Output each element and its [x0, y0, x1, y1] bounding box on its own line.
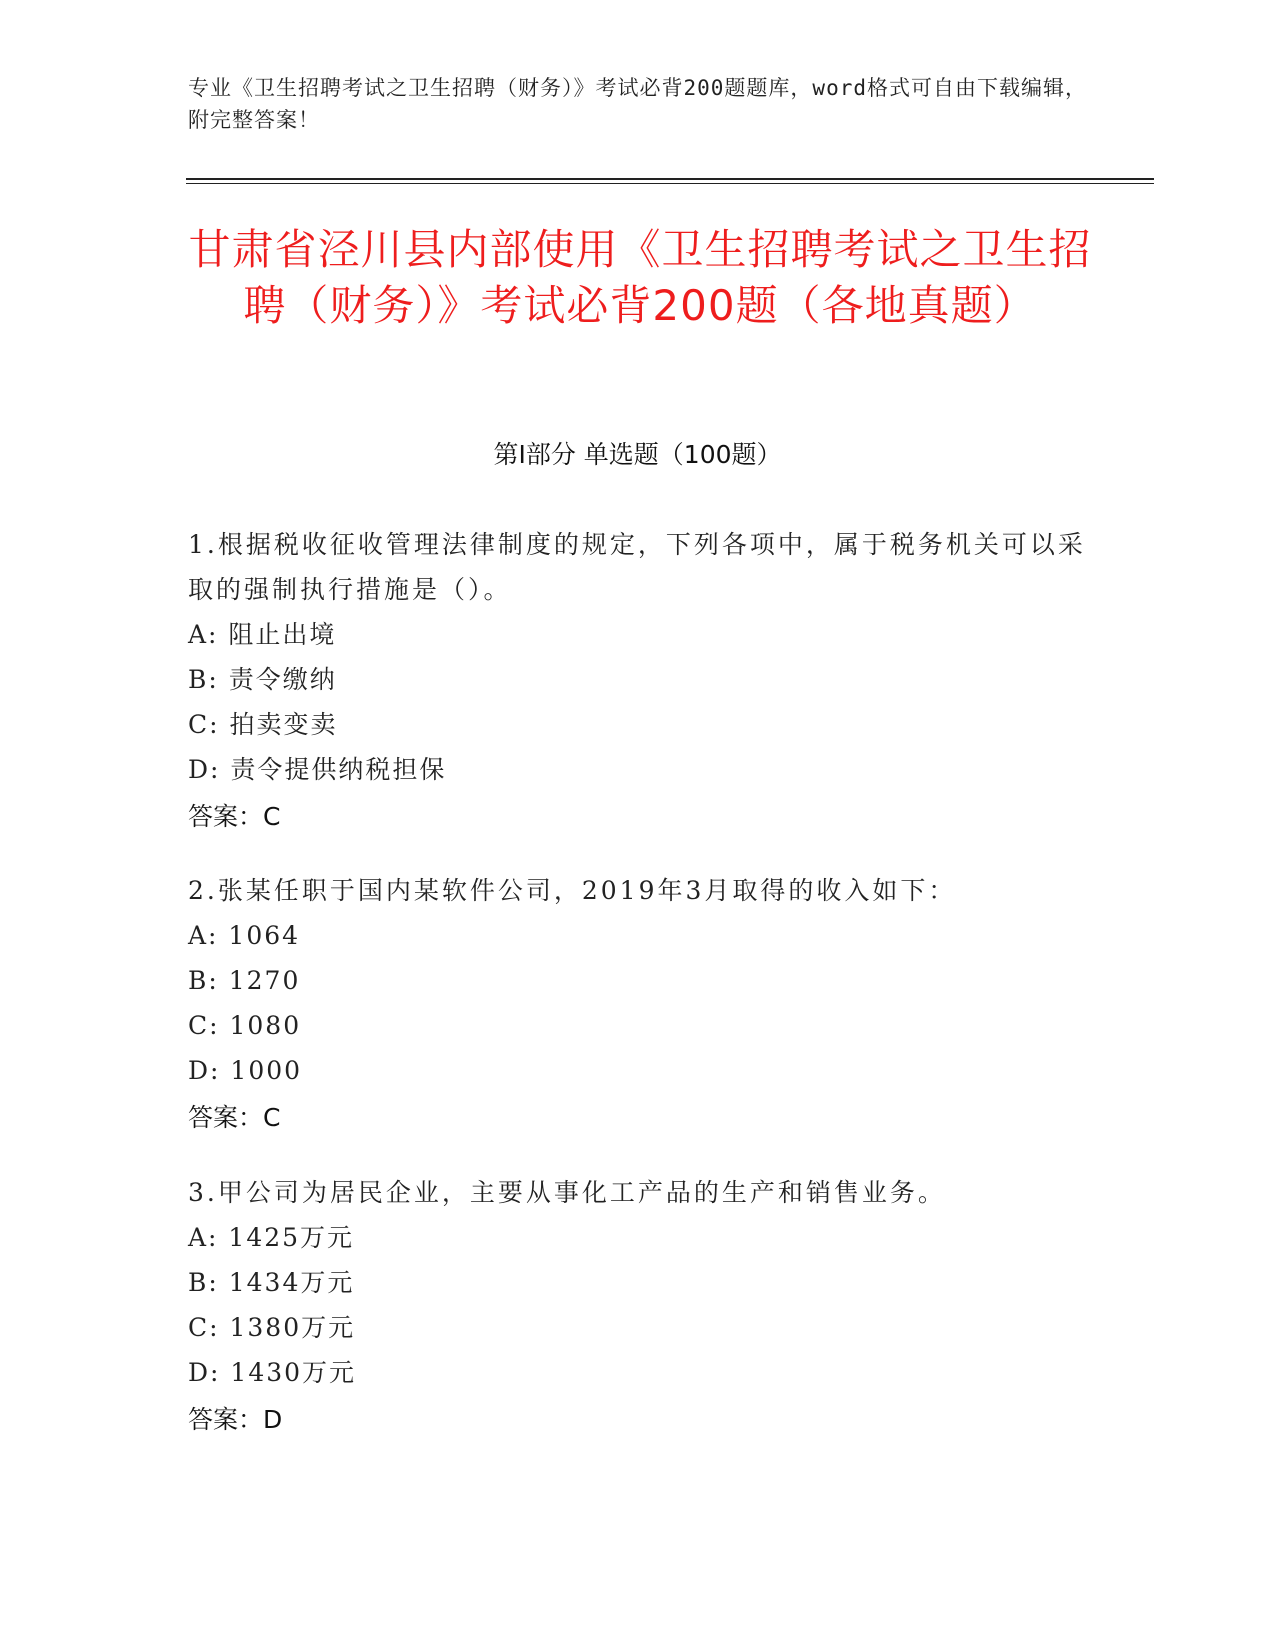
option-b: B: 1270	[188, 966, 301, 995]
header-divider-thick	[186, 178, 1154, 180]
option-a: A: 1425万元	[188, 1223, 355, 1252]
option-a: A: 1064	[188, 921, 301, 950]
section-heading: 第I部分 单选题（100题）	[493, 440, 782, 469]
option-d: D: 1000	[188, 1056, 303, 1085]
answer: 答案：C	[188, 1103, 281, 1132]
document-title: 甘肃省泾川县内部使用《卫生招聘考试之卫生招聘（财务）》考试必背200题（各地真题）	[188, 225, 1092, 330]
option-d: D: 责令提供纳税担保	[188, 755, 447, 784]
option-c: C: 拍卖变卖	[188, 710, 338, 739]
question-stem: 2.张某任职于国内某软件公司，2019年3月取得的收入如下：	[188, 876, 957, 905]
question-2	[188, 868, 1088, 1140]
question-3	[188, 1170, 1088, 1442]
option-a: A: 阻止出境	[188, 620, 337, 649]
header-divider-thin	[186, 183, 1154, 184]
intro-text: 专业《卫生招聘考试之卫生招聘（财务）》考试必背200题题库，word格式可自由下载编辑，附完整答案！	[188, 76, 1087, 132]
option-b: B: 责令缴纳	[188, 665, 337, 694]
question-1	[188, 522, 1088, 839]
option-b: B: 1434万元	[188, 1268, 355, 1297]
question-stem: 1.根据税收征收管理法律制度的规定，下列各项中，属于税务机关可以采取的强制执行措施是（）。	[188, 530, 1086, 604]
option-c: C: 1080	[188, 1011, 302, 1040]
answer: 答案：C	[188, 802, 281, 831]
answer: 答案：D	[188, 1405, 283, 1434]
question-stem: 3.甲公司为居民企业，主要从事化工产品的生产和销售业务。	[188, 1178, 946, 1207]
option-c: C: 1380万元	[188, 1313, 356, 1342]
option-d: D: 1430万元	[188, 1358, 357, 1387]
